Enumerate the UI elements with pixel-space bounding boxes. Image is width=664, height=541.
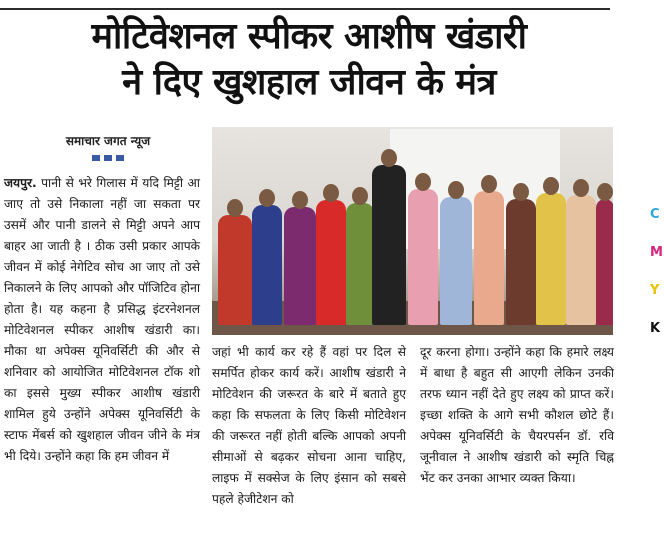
person	[218, 215, 252, 325]
article-column-1	[4, 173, 200, 467]
person	[252, 205, 282, 325]
dateline: जयपुर.	[4, 176, 37, 190]
byline-block	[18, 132, 198, 161]
person	[408, 189, 438, 325]
byline: समाचार जगत न्यूज	[65, 134, 151, 148]
cmyk-c: C	[650, 207, 660, 222]
group-photo	[212, 127, 613, 335]
person	[474, 191, 504, 325]
person	[536, 193, 566, 325]
column-1-text: पानी से भरे गिलास में यदि मिट्टी आ जाए तो उसे निकाला नहीं जा सकता पर उसमें और पानी डालने से मिट्टी अपने आप बाहर आ जाती है । ठीक उसी प्रकार आपके जीवन में कोई नेगेटिव सोच आ जाए तो उसे निकालने के लिए आपको और पॉजिटिव होना होता है। यह कहना है प्रसिद्ध इंटरनेशनल मोटिवेशनल स्पीकर आशीष खंडारी का। मौका था अपेक्स यूनिवर्सिटी की और से शनिवार को आयोजित मोटिवेशनल टॉक शो का इससे मुख्य स्पीकर आशीष खंडारी शामिल हुये उन्होंने अपेक्स यूनिवर्सिटी के स्टाफ मेंबर्स को खुशहाल जीवन जीने के मंत्र भी दिये। उन्होंने कहा कि हम जीवन में	[4, 176, 200, 463]
person	[284, 207, 316, 325]
top-rule	[0, 8, 610, 10]
article-column-3: दूर करना होगा। उन्होंने कहा कि हमारे लक्ष्य में बाधा है बहुत सी आएगी लेकिन उनकी तरफ ध्यान नहीं देते हुए लक्ष्य को प्राप्त करें। इच्छा शक्ति के आगे सभी कौशल छोटे हैं। अपेक्स यूनिवर्सिटी के चैयरपर्सन डॉ. रवि जूनीवाल ने आशीष खंडारी को स्मृति चिह्न भेंट कर उनका आभार व्यक्त किया।	[420, 345, 614, 485]
article-column-2: जहां भी कार्य कर रहे हैं वहां पर दिल से समर्पित होकर कार्य करें। आशीष खंडारी ने मोटिवेशन की जरूरत के बारे में बताते हुए कहा कि सफलता के लिए किसी मोटिवेशन की जरूरत नहीं होती बल्कि आपको अपनी सीमाओं से बढ़कर सोचना आना चाहिए, लाइफ में सक्सेज के लिए इंसान को सबसे पहले हेजीटेशन को	[212, 345, 406, 506]
cmyk-m: M	[650, 245, 663, 260]
cmyk-k: K	[650, 321, 661, 336]
person	[440, 197, 472, 325]
person	[316, 200, 346, 325]
person	[596, 199, 613, 325]
cmyk-y: Y	[650, 283, 660, 298]
cmyk-fragment	[650, 186, 664, 357]
person	[566, 195, 596, 325]
headline: मोटिवेशनल स्पीकर आशीष खंडारी ने दिए खुशहाल जीवन के मंत्र	[91, 16, 527, 103]
person	[506, 199, 536, 325]
byline-marks	[18, 155, 198, 161]
person	[346, 203, 374, 325]
speaker	[372, 165, 406, 325]
